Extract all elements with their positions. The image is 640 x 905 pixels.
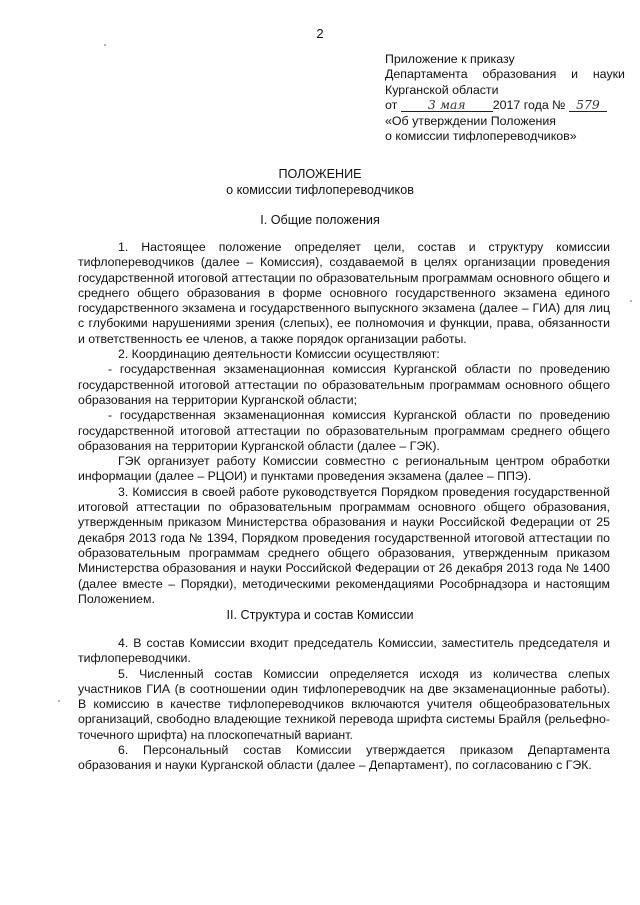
section-2-heading: II. Структура и состав Комиссии (226, 608, 414, 622)
appendix-word-department: Департамента (385, 67, 468, 82)
page-number: 2 (316, 26, 324, 41)
paragraph-2: 2. Координацию деятельности Комиссии осуществляют: (118, 347, 440, 362)
paragraph-2-gek: ГЭК организует работу Комиссии совместно с региональным центром обработки информации (далее – РЦОИ) и пунктами проведения экзамена (далее – ППЭ). (78, 454, 610, 484)
handwritten-date: 3 мая (401, 98, 493, 112)
scan-speck (104, 44, 106, 46)
scan-speck (58, 700, 60, 702)
appendix-block (385, 52, 625, 144)
paragraph-5: 5. Численный состав Комиссии определяется исходя из количества слепых участников ГИА (в соотношении один тифлопереводчик на две экзаменационные работы). В комиссию в качестве тифлопереводчиков включаются учителя общеобразовательных организаций, свободно владеющие техникой перевода шрифта системы Брайля (рельефно-точечного шрифта) на плоскопечатный вариант. (78, 666, 610, 742)
paragraph-3: 3. Комиссия в своей работе руководствуется Порядком проведения государственной итоговой аттестации по образовательным программам основного общего образования, утвержденным приказом Министерства образования и науки Российской Федерации от 25 декабря 2013 года № 1394, Порядком проведения государственной итоговой аттестации по образовательным программам среднего общего образования, утвержденным приказом Министерства образования и науки Российской Федерации от 26 декабря 2013 года № 1400 (далее вместе – Порядки), методическими рекомендациями Рособрнадзора и настоящим Положением. (78, 484, 610, 606)
appendix-line-3: Курганской области (385, 82, 499, 97)
title-main: ПОЛОЖЕНИЕ (278, 167, 362, 181)
paragraph-2-item-1: - государственная экзаменационная комиссия Курганской области по проведению государственной итоговой аттестации по образовательным программам основного общего образования на территории Курганской области; (78, 362, 610, 407)
title-subtitle: о комиссии тифлопереводчиков (226, 183, 414, 197)
paragraph-2-item-2: - государственная экзаменационная комиссия Курганской области по проведению государственной итоговой аттестации по образовательным программам среднего общего образования на территории Курганской области (далее – ГЭК). (78, 408, 610, 453)
appendix-word-education: образования (482, 67, 557, 82)
paragraph-1: 1. Настоящее положение определяет цели, состав и структуру комиссии тифлопереводчиков (далее – Комиссия), создаваемой в целях организации проведения государственной итоговой аттестации по образовательным программам основного общего и среднего общего образования в форме основного государственного экзамена единого государственного экзамена и государственного выпускного экзамена (далее – ГИА) для лиц с глубокими нарушениями зрения (слепых), ее полномочия и функции, права, обязанности и ответственность ее членов, а также порядок организации работы. (78, 240, 610, 346)
appendix-date-prefix: от (385, 98, 398, 113)
section-1-heading: I. Общие положения (260, 213, 380, 227)
handwritten-order-number: 579 (569, 98, 607, 112)
section-2-body (78, 636, 610, 774)
appendix-line-2 (385, 67, 625, 82)
section-1-body (78, 240, 610, 607)
scan-speck (630, 300, 632, 302)
paragraph-6: 6. Персональный состав Комиссии утверждается приказом Департамента образования и науки Курганской области (далее – Департамент), по согласованию с ГЭК. (78, 743, 610, 773)
document-title (0, 166, 640, 198)
appendix-word-and: и (571, 67, 579, 82)
paragraph-4: 4. В состав Комиссии входит председатель Комиссии, заместитель председателя и тифлопереводчики. (78, 636, 610, 666)
appendix-line-4 (385, 98, 625, 113)
appendix-word-science: науки (592, 67, 625, 82)
appendix-line-6: о комиссии тифлопереводчиков» (385, 129, 577, 144)
appendix-line-1: Приложение к приказу (385, 52, 515, 66)
appendix-date-year: 2017 года № (492, 98, 566, 113)
appendix-line-5: «Об утверждении Положения (385, 113, 557, 128)
